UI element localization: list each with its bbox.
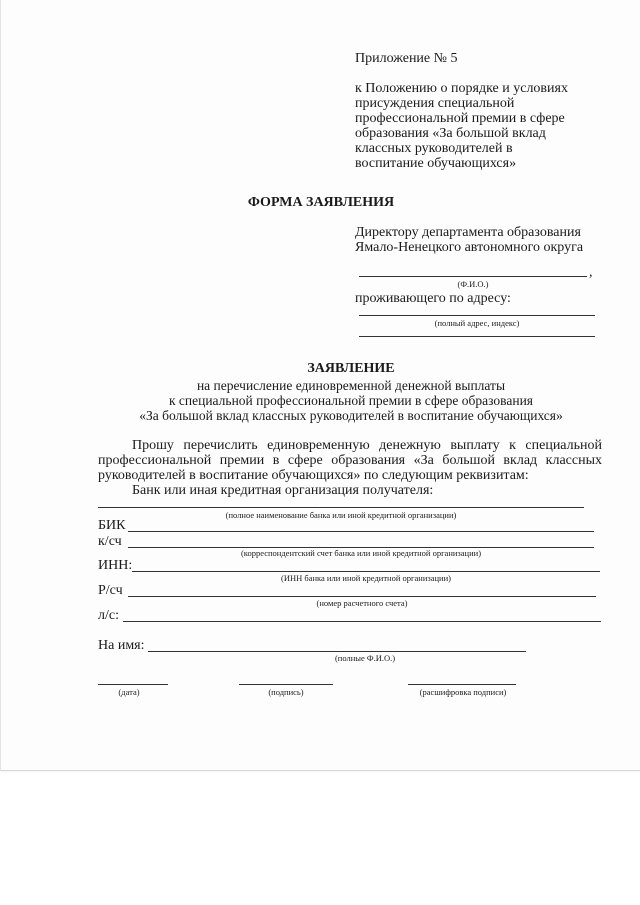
- date-line[interactable]: [98, 684, 168, 685]
- signature-decode-caption: (расшифровка подписи): [419, 687, 507, 697]
- appendix-line-1: к Положению о порядке и условиях: [355, 81, 568, 96]
- name-caption: (полные Ф.И.О.): [334, 653, 396, 663]
- form-title: ФОРМА ЗАЯВЛЕНИЯ: [247, 195, 395, 210]
- bik-label: БИК: [98, 518, 126, 533]
- rs-caption: (номер расчетного счета): [316, 598, 408, 608]
- body-line-3: руководителей в воспитание обучающихся» по следующим реквизитам:: [98, 468, 529, 483]
- name-field[interactable]: [148, 651, 526, 652]
- inn-label: ИНН:: [98, 558, 133, 573]
- addressee-line-2: Ямало-Ненецкого автономного округа: [355, 240, 584, 255]
- fio-caption: (Ф.И.О.): [457, 279, 489, 289]
- appendix-line-4: образования «За большой вклад: [355, 126, 546, 141]
- date-caption: (дата): [118, 687, 140, 697]
- appendix-line-6: воспитание обучающихся»: [355, 156, 517, 171]
- body-line-2: профессиональной премии в сфере образования «За большой вклад классных: [98, 453, 602, 468]
- bank-name-line[interactable]: [98, 507, 584, 508]
- name-label: На имя:: [98, 638, 145, 653]
- appendix-line-5: классных руководителей в: [355, 141, 513, 156]
- statement-subtitle-3: «За большой вклад классных руководителей в воспитание обучающихся»: [139, 408, 563, 423]
- address-line-1[interactable]: [359, 315, 595, 316]
- appendix-line-2: присуждения специальной: [355, 96, 515, 111]
- bank-name-caption: (полное наименование банка или иной кредитной организации): [225, 510, 457, 520]
- signature-decode-line[interactable]: [408, 684, 516, 685]
- appendix-title: Приложение № 5: [355, 51, 458, 66]
- fio-comma: ,: [589, 265, 593, 280]
- statement-subtitle-2: к специальной профессиональной премии в сфере образования: [168, 393, 534, 408]
- ks-caption: (корреспондентский счет банка или иной кредитной организации): [240, 548, 482, 558]
- rs-field[interactable]: [128, 596, 596, 597]
- signature-line[interactable]: [239, 684, 333, 685]
- ls-label: л/с:: [98, 608, 119, 623]
- inn-caption: (ИНН банка или иной кредитной организации): [281, 573, 451, 583]
- address-line-2[interactable]: [359, 336, 595, 337]
- bik-field[interactable]: [128, 531, 594, 532]
- address-label: проживающего по адресу:: [355, 291, 511, 306]
- statement-subtitle-1: на перечисление единовременной денежной выплаты: [196, 378, 506, 393]
- ks-label: к/сч: [98, 534, 122, 549]
- body-line-1: Прошу перечислить единовременную денежную выплату к специальной: [132, 438, 602, 453]
- rs-label: Р/сч: [98, 583, 123, 598]
- fio-line[interactable]: [359, 276, 587, 277]
- address-caption: (полный адрес, индекс): [434, 318, 520, 328]
- signature-caption: (подпись): [268, 687, 304, 697]
- appendix-line-3: профессиональной премии в сфере: [355, 111, 565, 126]
- body-line-4: Банк или иная кредитная организация получателя:: [132, 483, 434, 498]
- inn-field[interactable]: [132, 571, 600, 572]
- ls-field[interactable]: [123, 621, 601, 622]
- statement-title: ЗАЯВЛЕНИЕ: [307, 361, 395, 376]
- addressee-line-1: Директору департамента образования: [355, 225, 581, 240]
